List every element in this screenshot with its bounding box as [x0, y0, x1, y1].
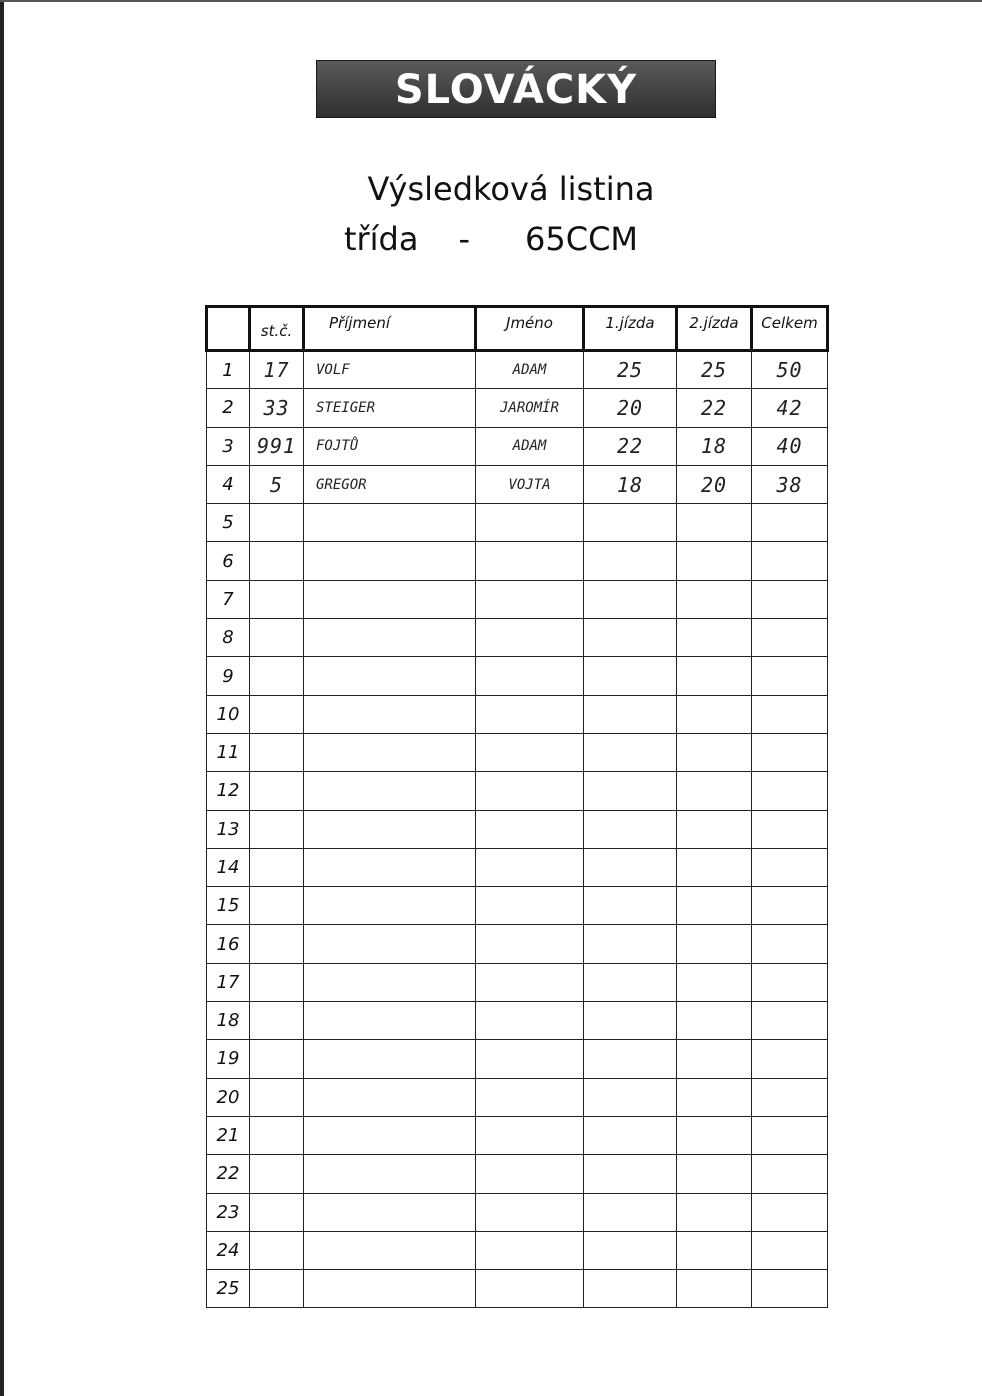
cell-start-number: 33: [250, 389, 304, 427]
cell-total: [752, 1231, 828, 1269]
cell-surname: [304, 1002, 476, 1040]
cell-ride-1: 20: [584, 389, 677, 427]
column-header-rank: [207, 307, 250, 351]
cell-surname: [304, 1040, 476, 1078]
cell-ride-2: [677, 1155, 752, 1193]
cell-start-number: [250, 695, 304, 733]
table-row: [207, 925, 828, 963]
cell-surname: STEIGER: [304, 389, 476, 427]
cell-total: [752, 848, 828, 886]
table-row: [207, 389, 828, 427]
cell-total: [752, 887, 828, 925]
cell-ride-1: [584, 1155, 677, 1193]
cell-ride-2: [677, 772, 752, 810]
cell-first-name: [476, 810, 584, 848]
cell-total: [752, 810, 828, 848]
cell-ride-2: [677, 1231, 752, 1269]
cell-surname: [304, 810, 476, 848]
cell-rank: 3: [207, 427, 250, 465]
cell-start-number: 17: [250, 351, 304, 389]
cell-ride-1: [584, 1078, 677, 1116]
cell-total: [752, 733, 828, 771]
table-row: [207, 542, 828, 580]
column-header-label: Příjmení: [329, 314, 391, 332]
table-row: [207, 351, 828, 389]
cell-ride-2: 20: [677, 465, 752, 503]
cell-surname: FOJTŮ: [304, 427, 476, 465]
cell-rank: 24: [207, 1231, 250, 1269]
cell-total: [752, 925, 828, 963]
cell-ride-2: [677, 1078, 752, 1116]
cell-first-name: [476, 772, 584, 810]
cell-first-name: ADAM: [476, 427, 584, 465]
cell-ride-1: [584, 1040, 677, 1078]
cell-start-number: [250, 1155, 304, 1193]
cell-ride-2: [677, 963, 752, 1001]
cell-first-name: [476, 504, 584, 542]
cell-total: [752, 1078, 828, 1116]
table-row: [207, 1002, 828, 1040]
cell-ride-2: [677, 1116, 752, 1154]
cell-ride-1: [584, 1002, 677, 1040]
scan-top-edge: [0, 0, 982, 2]
cell-ride-2: [677, 542, 752, 580]
cell-start-number: [250, 810, 304, 848]
cell-rank: 6: [207, 542, 250, 580]
cell-first-name: [476, 657, 584, 695]
table-row: [207, 427, 828, 465]
cell-total: [752, 1116, 828, 1154]
cell-rank: 19: [207, 1040, 250, 1078]
cell-rank: 20: [207, 1078, 250, 1116]
cell-start-number: [250, 772, 304, 810]
cell-rank: 23: [207, 1193, 250, 1231]
cell-ride-2: [677, 657, 752, 695]
cell-ride-2: [677, 848, 752, 886]
cell-first-name: [476, 733, 584, 771]
table-row: [207, 465, 828, 503]
cell-total: 50: [752, 351, 828, 389]
results-table: [205, 305, 829, 1308]
cell-surname: [304, 925, 476, 963]
table-row: [207, 1193, 828, 1231]
cell-rank: 9: [207, 657, 250, 695]
cell-ride-1: [584, 887, 677, 925]
class-line: [0, 220, 982, 258]
cell-ride-1: [584, 1116, 677, 1154]
cell-surname: [304, 1193, 476, 1231]
table-row: [207, 1040, 828, 1078]
cell-start-number: 5: [250, 465, 304, 503]
cell-first-name: [476, 925, 584, 963]
cell-first-name: [476, 1078, 584, 1116]
cell-start-number: [250, 619, 304, 657]
table-row: [207, 657, 828, 695]
cell-rank: 13: [207, 810, 250, 848]
cell-rank: 17: [207, 963, 250, 1001]
cell-total: [752, 657, 828, 695]
cell-total: 42: [752, 389, 828, 427]
cell-surname: [304, 848, 476, 886]
cell-start-number: [250, 1040, 304, 1078]
cell-start-number: [250, 733, 304, 771]
cell-ride-2: [677, 1193, 752, 1231]
cell-ride-1: 25: [584, 351, 677, 389]
cell-total: 38: [752, 465, 828, 503]
cell-ride-2: [677, 1040, 752, 1078]
cell-total: [752, 1002, 828, 1040]
cell-ride-2: [677, 1270, 752, 1308]
cell-ride-1: [584, 542, 677, 580]
cell-surname: [304, 1155, 476, 1193]
table-row: [207, 1116, 828, 1154]
cell-rank: 12: [207, 772, 250, 810]
cell-rank: 7: [207, 580, 250, 618]
cell-rank: 4: [207, 465, 250, 503]
cell-start-number: [250, 887, 304, 925]
cell-first-name: [476, 1193, 584, 1231]
cell-total: [752, 504, 828, 542]
cell-start-number: 991: [250, 427, 304, 465]
cell-first-name: ADAM: [476, 351, 584, 389]
cell-total: [752, 1155, 828, 1193]
table-row: [207, 695, 828, 733]
cell-first-name: VOJTA: [476, 465, 584, 503]
cell-ride-1: [584, 1193, 677, 1231]
cell-ride-1: [584, 848, 677, 886]
table-row: [207, 580, 828, 618]
cell-surname: GREGOR: [304, 465, 476, 503]
cell-surname: [304, 580, 476, 618]
cell-ride-1: [584, 925, 677, 963]
cell-first-name: [476, 1231, 584, 1269]
cell-ride-2: [677, 1002, 752, 1040]
cell-first-name: JAROMÍR: [476, 389, 584, 427]
cell-start-number: [250, 1078, 304, 1116]
cell-total: [752, 772, 828, 810]
cell-ride-1: [584, 580, 677, 618]
class-value: 65CCM: [525, 220, 639, 258]
cell-surname: [304, 504, 476, 542]
cell-ride-1: [584, 772, 677, 810]
cell-surname: [304, 1270, 476, 1308]
cell-total: [752, 542, 828, 580]
cell-start-number: [250, 963, 304, 1001]
cell-total: [752, 619, 828, 657]
cell-rank: 25: [207, 1270, 250, 1308]
cell-first-name: [476, 542, 584, 580]
cell-ride-1: [584, 963, 677, 1001]
column-header-first-name: [476, 307, 584, 351]
table-body: [207, 351, 828, 1308]
cell-first-name: [476, 887, 584, 925]
cell-ride-1: [584, 695, 677, 733]
cell-rank: 18: [207, 1002, 250, 1040]
cell-start-number: [250, 1116, 304, 1154]
table-row: [207, 887, 828, 925]
cell-surname: [304, 542, 476, 580]
table-row: [207, 963, 828, 1001]
cell-first-name: [476, 619, 584, 657]
column-header-total: [752, 307, 828, 351]
cell-ride-1: [584, 1231, 677, 1269]
cell-surname: VOLF: [304, 351, 476, 389]
cell-ride-1: 22: [584, 427, 677, 465]
table-row: [207, 504, 828, 542]
document-title: Výsledková listina: [367, 170, 655, 208]
cell-first-name: [476, 848, 584, 886]
column-header-start-number: [250, 307, 304, 351]
cell-first-name: [476, 580, 584, 618]
cell-start-number: [250, 925, 304, 963]
cell-start-number: [250, 1002, 304, 1040]
column-header-surname: [304, 307, 476, 351]
cell-ride-1: [584, 810, 677, 848]
cell-start-number: [250, 848, 304, 886]
column-header-label: st.č.: [260, 322, 293, 340]
cell-first-name: [476, 1116, 584, 1154]
cell-rank: 22: [207, 1155, 250, 1193]
cell-rank: 5: [207, 504, 250, 542]
column-header-label: 2.jízda: [689, 314, 739, 332]
cell-rank: 16: [207, 925, 250, 963]
cell-rank: 10: [207, 695, 250, 733]
cell-ride-1: [584, 619, 677, 657]
cell-ride-2: [677, 580, 752, 618]
cell-total: [752, 1040, 828, 1078]
cell-surname: [304, 1231, 476, 1269]
column-header-ride-1: [584, 307, 677, 351]
cell-ride-2: [677, 810, 752, 848]
cell-total: [752, 963, 828, 1001]
cell-start-number: [250, 1270, 304, 1308]
cell-start-number: [250, 1193, 304, 1231]
table-row: [207, 733, 828, 771]
cell-ride-2: [677, 733, 752, 771]
table-row: [207, 772, 828, 810]
cell-rank: 1: [207, 351, 250, 389]
column-header-ride-2: [677, 307, 752, 351]
cell-total: 40: [752, 427, 828, 465]
logo-banner: SLOVÁCKÝ POHÁR: [316, 60, 716, 118]
cell-ride-1: 18: [584, 465, 677, 503]
cell-surname: [304, 772, 476, 810]
cell-first-name: [476, 695, 584, 733]
cell-start-number: [250, 542, 304, 580]
cell-surname: [304, 695, 476, 733]
column-header-label: 1.jízda: [605, 314, 655, 332]
cell-ride-1: [584, 1270, 677, 1308]
cell-first-name: [476, 1040, 584, 1078]
cell-total: [752, 695, 828, 733]
cell-first-name: [476, 1270, 584, 1308]
class-label: třída: [343, 220, 419, 258]
cell-first-name: [476, 1002, 584, 1040]
column-header-label: Celkem: [761, 314, 818, 332]
table-row: [207, 619, 828, 657]
cell-ride-2: [677, 504, 752, 542]
cell-surname: [304, 1116, 476, 1154]
cell-surname: [304, 657, 476, 695]
cell-rank: 14: [207, 848, 250, 886]
table-row: [207, 1231, 828, 1269]
cell-ride-2: 22: [677, 389, 752, 427]
cell-surname: [304, 1078, 476, 1116]
table-row: [207, 1155, 828, 1193]
cell-start-number: [250, 1231, 304, 1269]
cell-total: [752, 580, 828, 618]
cell-first-name: [476, 1155, 584, 1193]
table-row: [207, 1078, 828, 1116]
cell-surname: [304, 733, 476, 771]
cell-surname: [304, 963, 476, 1001]
cell-total: [752, 1193, 828, 1231]
cell-rank: 11: [207, 733, 250, 771]
cell-start-number: [250, 657, 304, 695]
cell-ride-2: [677, 887, 752, 925]
cell-start-number: [250, 580, 304, 618]
cell-first-name: [476, 963, 584, 1001]
cell-ride-2: 18: [677, 427, 752, 465]
cell-ride-1: [584, 657, 677, 695]
cell-rank: 15: [207, 887, 250, 925]
cell-rank: 8: [207, 619, 250, 657]
cell-ride-1: [584, 733, 677, 771]
table-row: [207, 810, 828, 848]
table-row: [207, 848, 828, 886]
cell-ride-1: [584, 504, 677, 542]
table-header-row: [207, 307, 828, 351]
cell-surname: [304, 619, 476, 657]
cell-total: [752, 1270, 828, 1308]
column-header-label: Jméno: [506, 314, 553, 332]
cell-ride-2: [677, 695, 752, 733]
cell-ride-2: [677, 925, 752, 963]
cell-rank: 21: [207, 1116, 250, 1154]
class-dash: -: [458, 220, 471, 258]
cell-ride-2: [677, 619, 752, 657]
cell-rank: 2: [207, 389, 250, 427]
scan-edge: [0, 0, 4, 1396]
cell-surname: [304, 887, 476, 925]
cell-start-number: [250, 504, 304, 542]
cell-ride-2: 25: [677, 351, 752, 389]
table-row: [207, 1270, 828, 1308]
